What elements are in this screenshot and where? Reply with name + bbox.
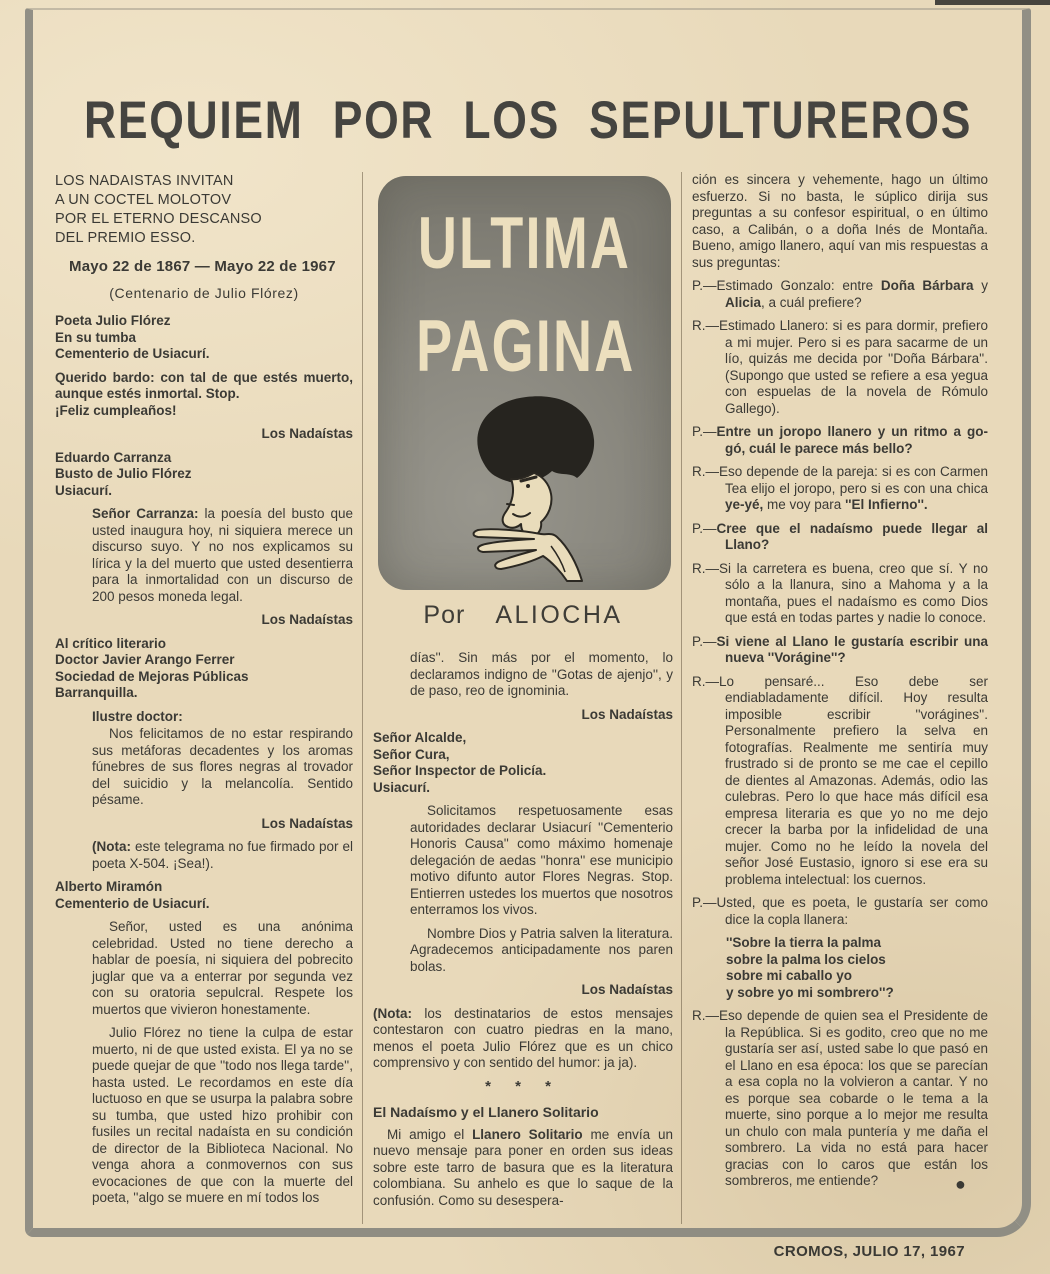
section-separator: * * * [485,1077,561,1095]
a-prefix: R.— [692,464,719,479]
q-text: , a cuál prefiere? [761,294,862,310]
column-middle [373,650,673,1216]
q-bold: Doña Bárbara [880,278,974,293]
byline-por: Por [423,601,466,629]
a-prefix: R.— [692,673,719,689]
q-prefix: P.— [692,278,717,293]
a-prefix: R.— [692,318,719,333]
signature: Los Nadaístas [581,982,673,997]
nota-2 [373,1006,673,1072]
column-rule-right [681,172,682,1224]
telegram2-address [55,450,353,500]
telegram-line: Querido bardo: con tal de que estés muerto, aunque estés inmortal. Stop. [55,369,353,401]
question-1 [692,278,988,311]
a-text: Lo pensaré... Eso debe ser endiabladamente difícil. Hoy resulta imposible escribir ''vorágines''. Personalmente prefiero la selva en fotografías. Realmente me sentiría muy frustrado si de pronto se me cae el cepillo de dientes al Amazonas. Además, odio las culebras. Pero lo que hace más difícil esa empresa literaria es que yo no me dejo crecer la barba por la infidelidad de una mujer. Como no he leído la novela del señor José Eustasio, ignoro si ese era su problema intelectual: los cuernos. [719,673,988,887]
byline-author: ALIOCHA [495,601,623,629]
column-right [692,172,988,1197]
a-bold: ''El Infierno''. [845,497,928,512]
invitation-lines [55,172,353,248]
telegram3-address [55,636,353,702]
letter-para-1: Señor, usted es una anónima celebridad. Usted no tiene derecho a hablar de poesía, ni siquiera del pobrecito juglar que va a enterrar por segunda vez con su oratoria sepulcral. Respete los muertos que vivieron honestamente. [92,919,353,1017]
q-prefix: P.— [692,895,717,910]
date-range: Mayo 22 de 1867 — Mayo 22 de 1967 [69,258,336,275]
question-5 [692,895,988,928]
letter-address [55,879,353,912]
question-2 [692,424,988,457]
publication-footer: CROMOS, JULIO 17, 1967 [773,1243,965,1260]
a-prefix: R.— [692,1008,719,1023]
copla-verse [726,935,988,1001]
address-line: En su tumba [55,329,137,345]
nota-1 [92,839,353,872]
nota-lead: (Nota: [92,839,131,854]
a-bold: ye-yé, [725,497,764,512]
address-line: Usiacurí. [373,779,431,795]
signature: Los Nadaístas [581,706,673,722]
letter-para-2: Julio Flórez no tiene la culpa de estar muerto, ni de que usted exista. El ya no se puede quejar de que ''todo nos llega tarde'', hasta usted. Le recordamos en este día luctuoso en que se usurpa la palabra sobre su tumba, que usted hizo prohibir con fusiles un recital nadaísta en su condición de director de la Biblioteca Nacional. No venga ahora a conmovernos con sus evocaciones de que con la muerte del poeta, ''algo se muere en mí todos los [92,1025,353,1205]
telegram1-body [55,370,353,420]
column-left [55,172,353,1214]
intro-line: LOS NADAISTAS INVITAN [55,173,234,189]
address-line: Eduardo Carranza [55,449,172,465]
address-line: Señor Inspector de Policía. [373,763,547,778]
intro-line: DEL PREMIO ESSO. [55,230,196,246]
address-line: Barranquilla. [55,685,138,700]
nota-lead: (Nota: [373,1005,412,1021]
continued-para-2: ción es sincera y vehemente, hago un último esfuerzo. Si no basta, le súplico dirija sus preguntas a su confesor espiritual, o en último caso, a Calibán, o a doña Inés de Montaña. Bueno, amigo llanero, aquí van mis respuestas a sus preguntas: [692,172,988,270]
q-bold: Si viene al Llano le gustaría escribir una nueva ''Vorágine''? [716,633,988,665]
article-title: REQUIEM POR LOS SEPULTUREROS [84,91,973,150]
address-line: Doctor Javier Arango Ferrer [55,652,235,667]
intro-line: POR EL ETERNO DESCANSO [55,211,262,227]
para-text: Mi amigo el [387,1126,473,1142]
signature: Los Nadaístas [261,815,353,831]
q-text: y [973,278,988,293]
telegram4-para-1: Solicitamos respetuosamente esas autoridades declarar Usiacurí ''Cementerio Honoris Causa'' como máximo homenaje delegación de aedas ''honra'' ese municipio motivo difunto autor Flores Negras. Stop. Entierren ustedes los muertos que nosotros enterramos los vivos. [410,803,673,917]
verse-line: sobre mi caballo yo [726,968,853,983]
address-line: Cementerio de Usiacurí. [55,895,210,911]
intro-line: A UN COCTEL MOLOTOV [55,192,232,208]
a-text: Eso depende de la pareja: si es con Carmen Tea elijo el joropo, pero si es con una chica [719,464,988,496]
telegram1-address [55,313,353,363]
q-prefix: P.— [692,424,717,439]
salutation: Ilustre doctor: [92,708,183,724]
address-line: Alberto Miramón [55,879,163,894]
q-text: Estimado Gonzalo: entre [716,278,881,293]
address-line: Sociedad de Mejoras Públicas [55,668,249,684]
a-text: Estimado Llanero: si es para dormir, prefiero a mi mujer. Pero si es para sacarme de un lío, quizás me decida por ''Doña Bárbara''. (Supongo que usted se refiere a esa yegua con espuelas de la novela de Rómulo Gallego). [719,318,988,416]
answer-3 [692,561,988,627]
address-line: Cementerio de Usiacurí. [55,346,210,361]
llanero-para [373,1127,673,1210]
panel-title-line: ULTIMA [417,203,632,284]
verse-line: ''Sobre la tierra la palma [726,935,881,950]
byline [373,601,673,630]
para-text: me envía un nuevo mensaje para poner en orden sus ideas sobre este tarro de basura que es la literatura colombiana. Su anhelo es que lo saque de la confusión. Como su desespera- [373,1126,673,1208]
nota-text: este telegrama no fue firmado por el poeta X-504. ¡Sea!). [92,839,353,871]
column-rule-left [362,172,363,1224]
q-bold: Alicia [725,294,762,310]
telegram3-body: Nos felicitamos de no estar respirando sus metáforas decadentes y los aromas fúnebres de sus flores negras al trovador del suicidio y la melancolía. Sentido pésame. [92,726,353,807]
q-text: Usted, que es poeta, le gustaría ser como dice la copla llanera: [716,895,988,927]
a-text: Eso depende de quien sea el Presidente de la República. Si es godito, creo que no me gustaría ser así, usted sabe lo que pasó en el Llano en esa época: los que se parecían a esa copla no la volvieron a cantar. Y no es porque sea cobarde o le tema a la muerte, sino porque a lo mejor me resulta un chulo con mala puntería y me daña el sombrero. La vida no está para hacer gracias con lo caros que están los sombreros, me entiende? [719,1008,988,1188]
q-prefix: P.— [692,633,717,649]
panel-title-line: PAGINA [416,306,636,387]
signature: Los Nadaístas [261,612,353,627]
telegram4-para-2: Nombre Dios y Patria salven la literatura. Agradecemos anticipadamente nos paren bolas. [410,925,673,974]
telegram-line: ¡Feliz cumpleaños! [55,402,177,418]
answer-5: R.—Eso depende de quien sea el Presidente de la República. Si es godito, creo que no me gustaría ser así, usted sabe lo que pasó en el Llano en esa época: los que se parecían a esa copla no la volvieron a cantar. Y no es porque sea cobarde o le tema a la muerte, sino porque a lo mejor me resulta un chulo con mala puntería y me daña el sombrero. La vida no está para hacer gracias con lo caros que están los sombreros, me entiende? ● [692,1008,988,1194]
centenary-note: (Centenario de Julio Flórez) [109,284,299,301]
telegram-lead: Señor Carranza: [92,506,199,521]
address-line: Señor Cura, [373,746,450,762]
address-line: Usiacurí. [55,482,113,498]
address-line: Busto de Julio Flórez [55,466,192,481]
address-line: Poeta Julio Flórez [55,313,171,328]
question-3 [692,521,988,554]
para-bold: Llanero Solitario [472,1126,583,1142]
a-text: Si la carretera es buena, creo que sí. Y no sólo a la llanura, sino a Mahoma y a la montaña, pues el nadaísmo es como Dios que está en todas partes y nadie lo conoce. [719,560,988,625]
telegram-text: la poesía del busto que usted inaugura hoy, ni siquiera merece un discurso suyo. Y no nos explicamos su lírica y la del muerto que usted desentierra para la inmortalidad con un discurso de 200 pesos moneda legal. [92,506,353,604]
panel-title [416,192,636,398]
answer-2 [692,464,988,514]
telegram2-body [92,506,353,605]
q-prefix: P.— [692,520,717,536]
address-line: Al crítico literario [55,635,167,651]
continued-para: días''. Sin más por el momento, lo declaramos indigno de ''Gotas de ajenjo'', y de paso, reo de ignominia. [410,650,673,698]
nota-text: los destinatarios de estos mensajes contestaron con cuatro piedras en la mano, menos el poeta Julio Flórez que es un chico comprensivo y con sentido del humor: ja ja). [373,1005,673,1070]
a-text: me voy para [763,497,846,512]
verse-line: sobre la palma los cielos [726,951,886,967]
answer-1 [692,318,988,417]
question-4 [692,634,988,667]
signature: Los Nadaístas [261,426,353,441]
caricature-illustration [421,386,647,586]
verse-line: y sobre yo mi sombrero''? [726,984,894,1000]
q-bold: Cree que el nadaísmo puede llegar al Llano? [716,520,988,552]
q-bold: Entre un joropo llanero y un ritmo a go-gó, cuál le parece más bello? [716,424,988,456]
ultima-pagina-panel [378,176,671,590]
section-heading: El Nadaísmo y el Llanero Solitario [373,1104,599,1120]
page-top-edge [935,0,1050,5]
address-line: Señor Alcalde, [373,730,467,745]
telegram4-address [373,730,673,796]
a-prefix: R.— [692,560,719,576]
answer-4 [692,674,988,889]
